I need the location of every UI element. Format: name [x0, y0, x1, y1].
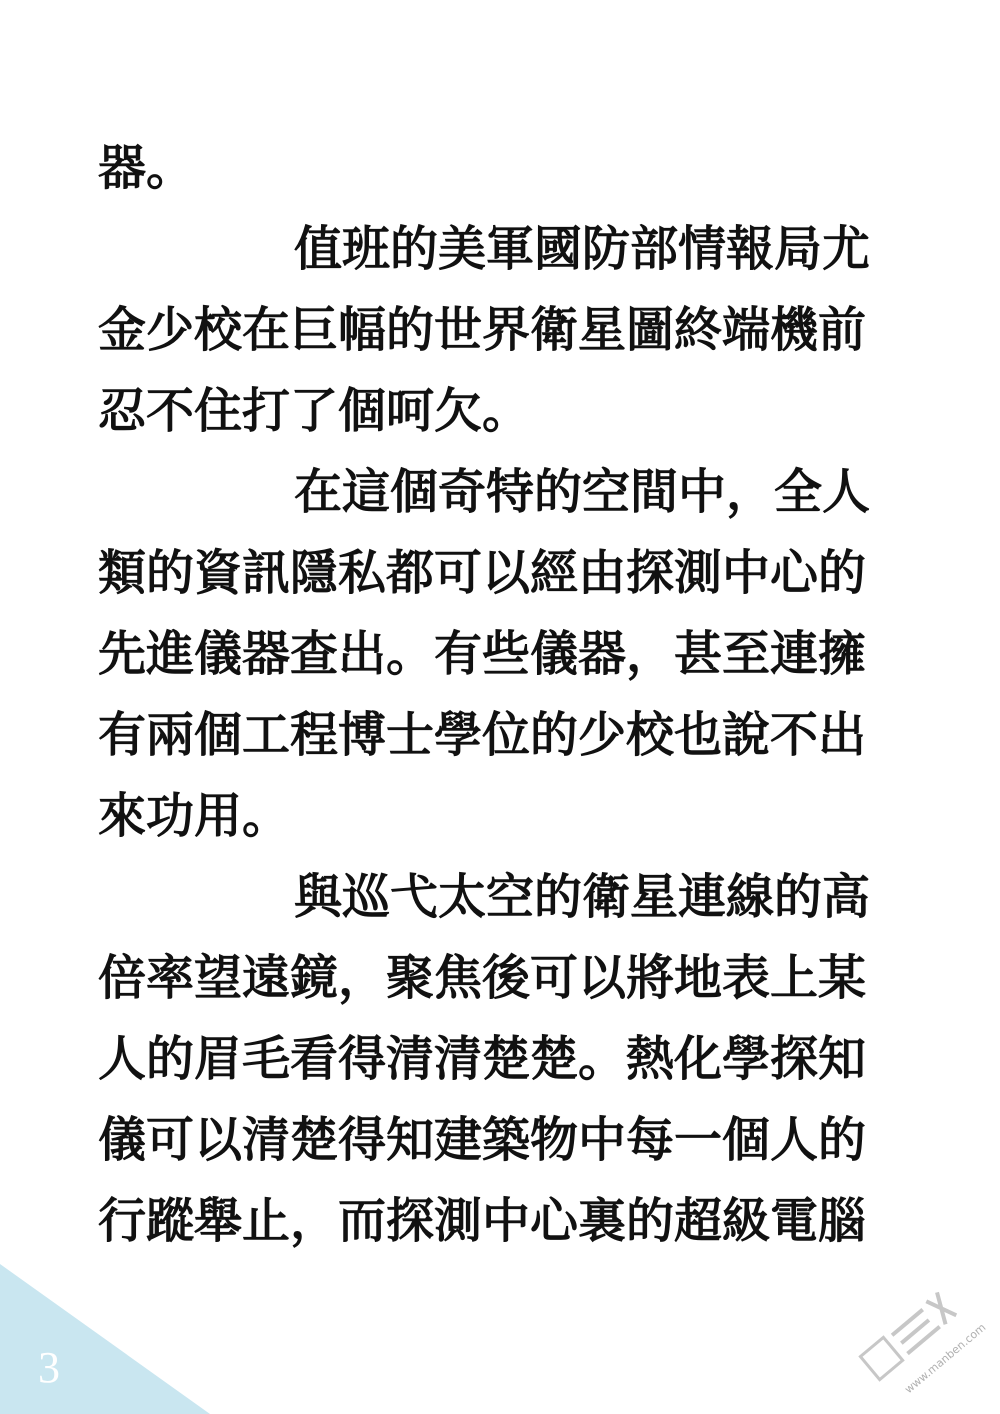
watermark-url: www.manben.com: [902, 1320, 989, 1397]
text-line: 忍不住打了個呵欠。: [98, 383, 531, 439]
manben-logo-icon: [840, 1258, 990, 1408]
text-line: 與巡弋太空的衛星連線的高: [294, 869, 871, 925]
text-line: 儀可以清楚得知建築物中每一個人的: [98, 1112, 867, 1168]
body-text: [98, 128, 898, 1262]
text-line: 人的眉毛看得清清楚楚。熱化學探知: [98, 1031, 867, 1087]
corner-triangle: [0, 1254, 240, 1414]
text-line: 金少校在巨幅的世界衛星圖終端機前: [98, 302, 867, 358]
text-line: 行蹤舉止，而探測中心裏的超級電腦: [98, 1193, 867, 1249]
text-line: 類的資訊隱私都可以經由探測中心的: [98, 545, 867, 601]
page-number: 3: [38, 1343, 60, 1392]
text-line: 先進儀器查出。有些儀器，甚至連擁: [98, 626, 867, 682]
text-line: 在這個奇特的空間中，全人: [294, 464, 871, 520]
text-line: 有兩個工程博士學位的少校也說不出: [98, 707, 867, 763]
text-line: 值班的美軍國防部情報局尤: [294, 221, 871, 277]
text-line: 倍率望遠鏡，聚焦後可以將地表上某: [98, 950, 867, 1006]
text-line: 器。: [98, 140, 195, 196]
text-line: 來功用。: [98, 788, 291, 844]
